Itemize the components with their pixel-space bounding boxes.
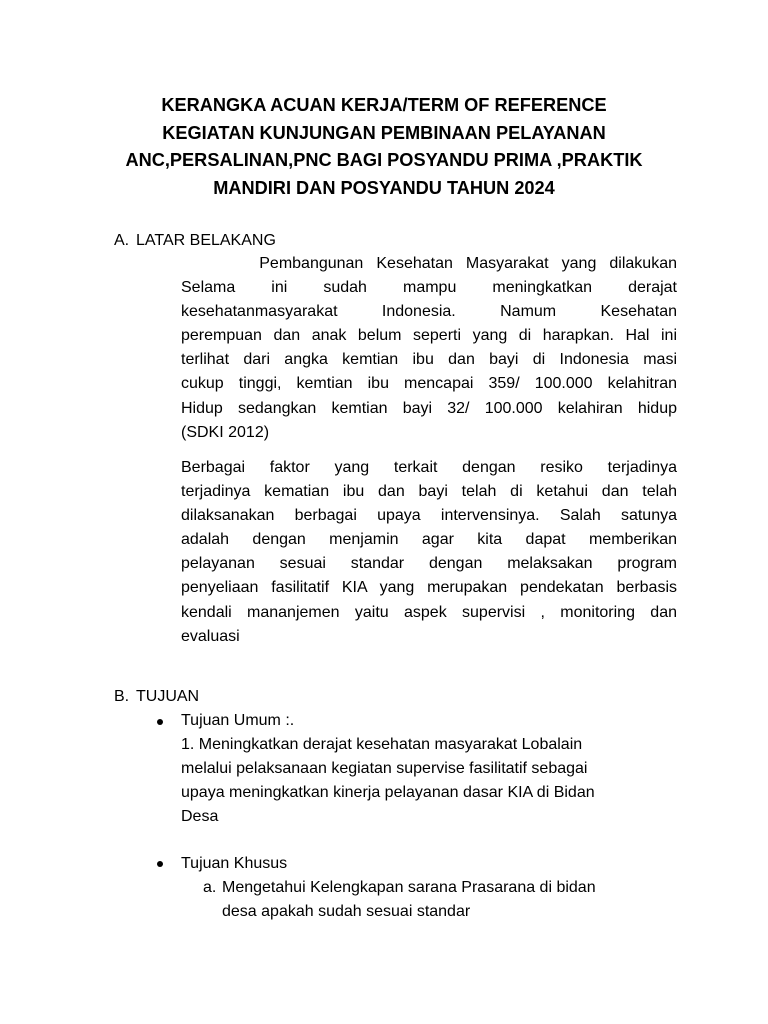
text-line: Desa [181, 808, 219, 826]
paragraph-line: Hidup sedangkan kemtian bayi 32/ 100.000 kelahiran hidup [181, 399, 677, 417]
paragraph-line: kendali mananjemen yaitu aspek supervisi , monitoring dan [181, 603, 677, 621]
section-a-number: A. [114, 232, 130, 249]
paragraph-line: Selama ini sudah mampu meningkatkan derajat [181, 279, 677, 297]
paragraph-line: evaluasi [181, 627, 240, 645]
document-title [60, 92, 708, 202]
section-b-title: TUJUAN [136, 688, 200, 705]
list-item-line [203, 876, 596, 900]
paragraph-line: perempuan dan anak belum seperti yang di harapkan. Hal ini [181, 327, 677, 345]
tujuan-khusus-item-a [203, 876, 596, 924]
paragraph-line: pelayanan sesuai standar dengan melaksakan program [181, 555, 677, 573]
tujuan-umum-text [181, 733, 595, 829]
title-line: KERANGKA ACUAN KERJA/TERM OF REFERENCE [161, 95, 607, 115]
bullet-icon [157, 719, 163, 725]
section-a-heading [114, 229, 276, 253]
paragraph-line: penyeliaan fasilitatif KIA yang merupakan pendekatan berbasis [181, 579, 677, 597]
section-b-heading [114, 685, 199, 709]
tujuan-umum-label: Tujuan Umum :. [181, 712, 295, 729]
text-line: 1. Meningkatkan derajat kesehatan masyarakat Lobalain [181, 736, 583, 753]
paragraph-line: Pembangunan Kesehatan Masyarakat yang dilakukan [181, 255, 677, 272]
paragraph-line: Berbagai faktor yang terkait dengan resiko terjadinya [181, 459, 677, 476]
paragraph-line: kesehatanmasyarakat Indonesia. Namum Kesehatan [181, 303, 677, 321]
paragraph-line: dilaksanakan berbagai upaya intervensinya. Salah satunya [181, 507, 677, 525]
latar-belakang-paragraph-2 [181, 456, 677, 649]
text-line: upaya meningkatkan kinerja pelayanan dasar KIA di Bidan [181, 784, 595, 802]
list-item-text: Mengetahui Kelengkapan sarana Prasarana di bidan [222, 879, 596, 896]
paragraph-line: (SDKI 2012) [181, 423, 270, 441]
paragraph-line: cukup tinggi, kemtian ibu mencapai 359/ 100.000 kelahitran [181, 375, 677, 393]
paragraph-line: adalah dengan menjamin agar kita dapat memberikan [181, 531, 677, 549]
paragraph-line: terjadinya kematian ibu dan bayi telah di ketahui dan telah [181, 483, 677, 501]
list-letter: a. [203, 879, 217, 896]
title-line: MANDIRI DAN POSYANDU TAHUN 2024 [213, 177, 555, 198]
text-line: melalui pelaksanaan kegiatan supervise fasilitatif sebagai [181, 760, 588, 778]
list-item-line: desa apakah sudah sesuai standar [222, 903, 471, 921]
latar-belakang-paragraph-1 [181, 252, 677, 445]
bullet-icon [157, 861, 163, 867]
section-b-number: B. [114, 688, 130, 705]
tujuan-khusus-label: Tujuan Khusus [181, 855, 288, 872]
paragraph-line: terlihat dari angka kemtian ibu dan bayi di Indonesia masi [181, 351, 677, 369]
title-line: KEGIATAN KUNJUNGAN PEMBINAAN PELAYANAN [162, 122, 606, 143]
title-line: ANC,PERSALINAN,PNC BAGI POSYANDU PRIMA ,PRAKTIK [125, 150, 643, 170]
section-a-title: LATAR BELAKANG [136, 232, 276, 249]
